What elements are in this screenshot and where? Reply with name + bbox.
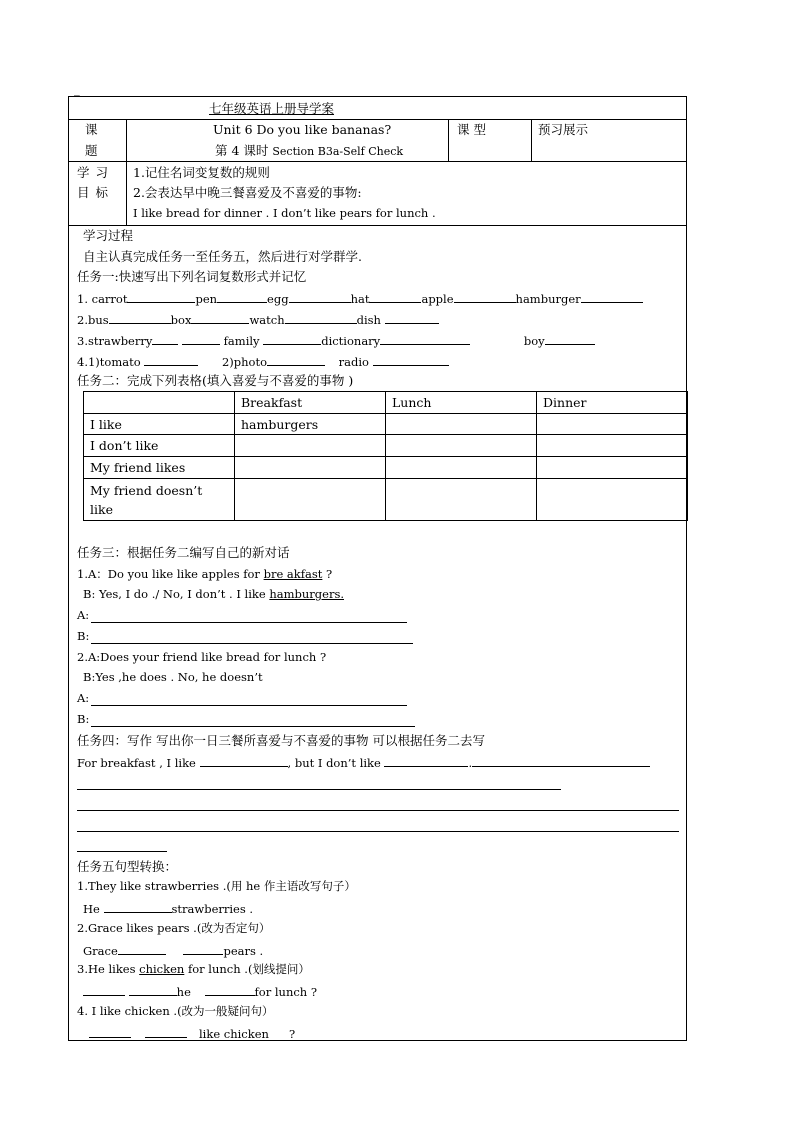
task1-row: 4.1)tomato 2)photo radio	[77, 353, 449, 370]
sentence-line: 2.Grace likes pears .(改为否定句）	[77, 921, 271, 935]
table-header-cell: Breakfast	[235, 392, 386, 414]
divider	[126, 119, 127, 161]
page-title: 七年级英语上册导学案	[209, 101, 335, 116]
dialog-line: 2.A:Does your friend like bread for lunch ?	[77, 650, 327, 664]
unit-title: Unit 6 Do you like bananas?	[213, 122, 392, 137]
answer-label: A:	[77, 608, 90, 622]
goals-label: 学 习	[77, 165, 109, 180]
writing-line[interactable]	[77, 831, 679, 832]
divider	[531, 119, 532, 161]
table-cell: hamburgers	[235, 414, 386, 435]
goal-line: 2.会表达早中晚三餐喜爱及不喜爱的事物:	[133, 185, 362, 200]
ke-ti-label: 题	[85, 143, 98, 158]
type-value: 预习展示	[538, 122, 589, 137]
writing-line[interactable]	[77, 851, 167, 852]
table-header-cell: Lunch	[386, 392, 537, 414]
task1-row: 3.strawberry family dictionary boy	[77, 332, 595, 349]
table-cell[interactable]	[235, 479, 386, 521]
lesson-main: 第 4 课时	[215, 143, 269, 158]
answer-label: B:	[77, 712, 90, 726]
task1-row: 2.bus box watch dish	[77, 311, 439, 328]
writing-line: For breakfast , I like , but I don’t like .	[77, 754, 650, 771]
process-title: 学习过程	[83, 228, 134, 243]
answer-label: B:	[77, 629, 90, 643]
lesson-sub: Section B3a-Self Check	[272, 145, 404, 158]
table-cell: I like	[84, 414, 235, 435]
dialog-line: B: Yes, I do ./ No, I don’t . I like hamburgers.	[83, 587, 344, 601]
table-cell: I don’t like	[84, 435, 235, 457]
answer-line[interactable]	[91, 622, 407, 623]
goal-line: 1.记住名词变复数的规则	[133, 165, 270, 180]
answer-line[interactable]	[91, 726, 415, 727]
table-row	[84, 414, 688, 435]
task3-title: 任务三：根据任务二编写自己的新对话	[77, 545, 290, 560]
table-cell[interactable]	[386, 479, 537, 521]
sentence-line: He strawberries .	[83, 902, 254, 916]
writing-line[interactable]	[77, 810, 679, 811]
ke-ti-label: 课	[85, 122, 98, 137]
table-row	[84, 457, 688, 479]
lesson-title	[215, 143, 403, 159]
task4-title: 任务四：写作 写出你一日三餐所喜爱与不喜爱的事物 可以根据任务二去写	[77, 733, 485, 748]
answer-line[interactable]	[91, 643, 413, 644]
table-cell[interactable]	[537, 479, 688, 521]
corner-mark: _	[74, 82, 80, 96]
goal-line: I like bread for dinner . I don’t like pears for lunch .	[133, 206, 436, 220]
table-row	[84, 479, 688, 521]
task2-title: 任务二：完成下列表格(填入喜爱与不喜爱的事物 )	[77, 373, 354, 388]
divider	[69, 225, 686, 226]
divider	[448, 119, 449, 161]
task5-title: 任务五句型转换：	[77, 859, 178, 874]
table-header-cell: Dinner	[537, 392, 688, 414]
table-cell: My friend doesn’t like	[84, 479, 235, 521]
sentence-line: Grace pears .	[83, 944, 264, 958]
divider	[126, 161, 127, 225]
table-cell[interactable]	[235, 457, 386, 479]
sentence-line: like chicken ?	[89, 1025, 295, 1042]
table-cell[interactable]	[386, 457, 537, 479]
sentence-line: he for lunch ?	[83, 983, 317, 1000]
goals-label: 目 标	[77, 185, 109, 200]
answer-label: A:	[77, 691, 90, 705]
process-intro: 自主认真完成任务一至任务五，然后进行对学群学.	[83, 249, 362, 264]
answer-line[interactable]	[91, 705, 407, 706]
divider	[69, 161, 686, 162]
sentence-line: 3.He likes chicken for lunch .(划线提问）	[77, 962, 310, 976]
dialog-line: B:Yes ,he does . No, he doesn’t	[83, 670, 263, 684]
sentence-line: 4. I like chicken .(改为一般疑问句）	[77, 1004, 274, 1018]
task1-row: 1. carrot pen egg hat apple hamburger	[77, 290, 643, 307]
divider	[69, 119, 686, 120]
table-cell[interactable]	[537, 414, 688, 435]
table-header-cell	[84, 392, 235, 414]
writing-line[interactable]	[77, 789, 561, 790]
type-label: 课 型	[457, 122, 486, 137]
table-row	[84, 435, 688, 457]
table-cell[interactable]	[537, 435, 688, 457]
worksheet	[68, 96, 687, 1041]
table-cell[interactable]	[235, 435, 386, 457]
dialog-line: 1.A：Do you like like apples for bre akfast ?	[77, 567, 333, 581]
table-cell[interactable]	[537, 457, 688, 479]
task1-title: 任务一:快速写出下列名词复数形式并记忆	[77, 269, 307, 284]
sentence-line: 1.They like strawberries .(用 he 作主语改写句子）	[77, 879, 356, 893]
table-cell[interactable]	[386, 435, 537, 457]
table-cell: My friend likes	[84, 457, 235, 479]
table-cell[interactable]	[386, 414, 537, 435]
preference-table	[83, 391, 688, 521]
